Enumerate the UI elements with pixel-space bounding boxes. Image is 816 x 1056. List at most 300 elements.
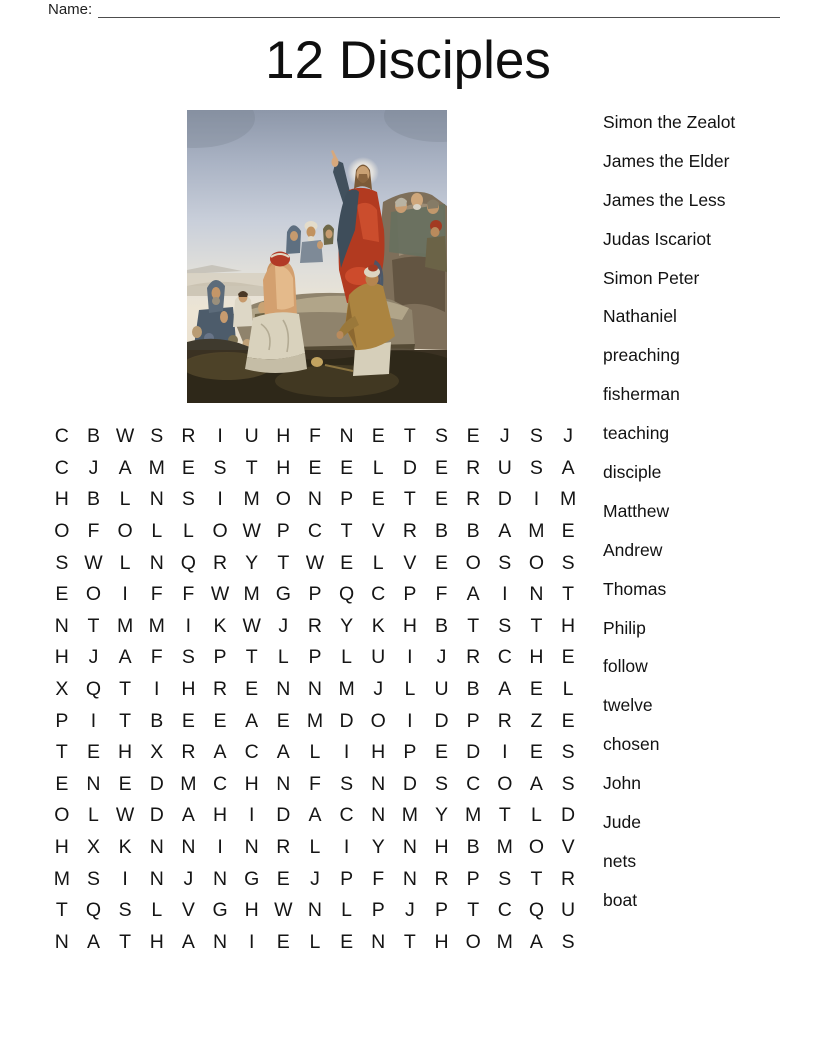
grid-cell: E bbox=[276, 867, 290, 890]
grid-cell: S bbox=[181, 488, 195, 511]
name-blank-line bbox=[98, 2, 780, 18]
grid-cell: T bbox=[403, 488, 416, 511]
grid-cell: S bbox=[498, 867, 512, 890]
grid-cell: O bbox=[370, 709, 386, 732]
grid-cell: W bbox=[305, 551, 325, 574]
grid-cell: A bbox=[498, 520, 512, 543]
grid-cell: P bbox=[403, 741, 417, 764]
grid-cell: R bbox=[212, 551, 228, 574]
grid-cell: A bbox=[118, 456, 132, 479]
grid-cell: E bbox=[435, 456, 449, 479]
grid-cell: A bbox=[529, 772, 543, 795]
grid-cell: M bbox=[243, 488, 260, 511]
word-list-item: follow bbox=[603, 656, 648, 677]
grid-cell: F bbox=[182, 583, 195, 606]
grid-cell: H bbox=[54, 836, 69, 859]
grid-cell: O bbox=[54, 804, 70, 827]
grid-cell: L bbox=[341, 899, 353, 922]
sermon-on-the-mount-painting bbox=[187, 110, 447, 403]
grid-cell: V bbox=[403, 551, 417, 574]
grid-cell: S bbox=[435, 425, 449, 448]
grid-cell: N bbox=[339, 425, 354, 448]
grid-cell: B bbox=[466, 836, 480, 859]
word-list-item: preaching bbox=[603, 345, 680, 366]
grid-cell: N bbox=[402, 867, 417, 890]
grid-cell: N bbox=[54, 614, 69, 637]
grid-cell: H bbox=[371, 741, 386, 764]
grid-cell: O bbox=[85, 583, 102, 606]
grid-cell: P bbox=[371, 899, 385, 922]
grid-cell: E bbox=[340, 930, 354, 953]
grid-cell: U bbox=[371, 646, 386, 669]
grid-cell: M bbox=[180, 772, 197, 795]
grid-cell: I bbox=[122, 867, 128, 890]
grid-cell: J bbox=[404, 899, 415, 922]
grid-cell: Q bbox=[85, 899, 102, 922]
word-list bbox=[603, 103, 803, 920]
grid-cell: R bbox=[307, 614, 322, 637]
grid-cell: E bbox=[55, 583, 69, 606]
grid-cell: S bbox=[561, 772, 575, 795]
grid-cell: Y bbox=[371, 836, 385, 859]
grid-cell: O bbox=[528, 836, 545, 859]
grid-cell: I bbox=[533, 488, 540, 511]
grid-cell: N bbox=[402, 836, 417, 859]
grid-cell: B bbox=[435, 520, 449, 543]
grid-cell: X bbox=[55, 678, 69, 701]
grid-cell: A bbox=[181, 930, 195, 953]
grid-cell: N bbox=[149, 867, 164, 890]
grid-cell: N bbox=[149, 488, 164, 511]
grid-cell: C bbox=[307, 520, 322, 543]
word-list-item: James the Less bbox=[603, 189, 726, 210]
grid-cell: N bbox=[149, 836, 164, 859]
grid-cell: T bbox=[87, 614, 100, 637]
grid-cell: L bbox=[341, 646, 353, 669]
grid-cell: R bbox=[466, 646, 481, 669]
grid-cell: I bbox=[407, 709, 413, 732]
grid-cell: R bbox=[466, 488, 481, 511]
grid-cell: I bbox=[248, 804, 255, 827]
word-list-item: chosen bbox=[603, 734, 660, 755]
grid-cell: E bbox=[529, 678, 543, 701]
grid-cell: N bbox=[212, 867, 228, 890]
grid-cell: P bbox=[340, 867, 354, 890]
grid-cell: U bbox=[244, 425, 259, 448]
grid-cell: N bbox=[244, 836, 259, 859]
grid-cell: Q bbox=[528, 899, 545, 922]
grid-cell: H bbox=[244, 899, 259, 922]
word-list-item: Judas Iscariot bbox=[603, 228, 711, 249]
grid-cell: W bbox=[115, 804, 135, 827]
grid-cell: D bbox=[561, 804, 576, 827]
grid-cell: L bbox=[309, 836, 321, 859]
grid-cell: I bbox=[217, 488, 223, 511]
grid-cell: F bbox=[87, 520, 100, 543]
word-list-item: James the Elder bbox=[603, 150, 730, 171]
grid-cell: A bbox=[118, 646, 132, 669]
grid-cell: R bbox=[181, 425, 196, 448]
grid-cell: J bbox=[183, 867, 194, 890]
grid-cell: O bbox=[465, 930, 481, 953]
word-list-item: twelve bbox=[603, 695, 653, 716]
word-list-item: teaching bbox=[603, 423, 670, 444]
grid-cell: T bbox=[403, 930, 416, 953]
word-list-item: Thomas bbox=[603, 578, 667, 599]
grid-cell: D bbox=[149, 804, 164, 827]
grid-cell: U bbox=[497, 456, 512, 479]
grid-cell: E bbox=[529, 741, 543, 764]
grid-cell: Y bbox=[340, 614, 354, 637]
grid-cell: T bbox=[119, 709, 132, 732]
grid-cell: H bbox=[118, 741, 133, 764]
grid-cell: N bbox=[276, 678, 291, 701]
grid-cell: N bbox=[212, 930, 228, 953]
grid-cell: S bbox=[435, 772, 449, 795]
grid-cell: E bbox=[276, 930, 290, 953]
grid-cell: O bbox=[465, 551, 481, 574]
grid-cell: M bbox=[116, 614, 134, 637]
grid-cell: M bbox=[338, 678, 355, 701]
grid-cell: E bbox=[245, 678, 259, 701]
grid-cell: W bbox=[242, 614, 261, 637]
grid-cell: F bbox=[150, 583, 163, 606]
grid-cell: H bbox=[54, 646, 69, 669]
grid-cell: K bbox=[118, 836, 132, 859]
grid-cell: S bbox=[561, 741, 575, 764]
grid-cell: H bbox=[276, 425, 291, 448]
grid-cell: G bbox=[244, 867, 260, 890]
grid-cell: P bbox=[435, 899, 449, 922]
grid-cell: F bbox=[435, 583, 448, 606]
grid-cell: S bbox=[561, 930, 575, 953]
word-list-item: disciple bbox=[603, 462, 662, 483]
grid-cell: E bbox=[561, 646, 575, 669]
grid-cell: T bbox=[467, 899, 480, 922]
grid-cell: A bbox=[213, 741, 227, 764]
grid-cell: R bbox=[434, 867, 449, 890]
grid-cell: E bbox=[55, 772, 69, 795]
word-list-item: boat bbox=[603, 889, 638, 910]
grid-cell: E bbox=[371, 425, 385, 448]
grid-cell: P bbox=[403, 583, 417, 606]
grid-cell: I bbox=[122, 583, 128, 606]
grid-cell: O bbox=[212, 520, 228, 543]
grid-cell: X bbox=[150, 741, 164, 764]
word-list-item: John bbox=[603, 773, 641, 794]
grid-cell: S bbox=[340, 772, 354, 795]
grid-cell: T bbox=[55, 741, 68, 764]
page-title: 12 Disciples bbox=[265, 31, 551, 90]
grid-cell: P bbox=[308, 583, 322, 606]
grid-cell: C bbox=[371, 583, 386, 606]
word-list-item: Nathaniel bbox=[603, 306, 677, 327]
grid-cell: P bbox=[276, 520, 290, 543]
grid-cell: L bbox=[404, 678, 416, 701]
grid-cell: L bbox=[151, 899, 163, 922]
grid-cell: R bbox=[212, 678, 228, 701]
grid-cell: A bbox=[245, 709, 259, 732]
grid-cell: K bbox=[213, 614, 227, 637]
name-row bbox=[48, 1, 780, 18]
grid-cell: L bbox=[531, 804, 542, 827]
grid-cell: H bbox=[212, 804, 228, 827]
grid-cell: J bbox=[310, 867, 320, 890]
grid-cell: W bbox=[274, 899, 293, 922]
grid-cell: L bbox=[88, 804, 99, 827]
grid-cell: Q bbox=[180, 551, 196, 574]
grid-cell: D bbox=[497, 488, 512, 511]
grid-cell: A bbox=[276, 741, 290, 764]
grid-cell: H bbox=[434, 836, 449, 859]
grid-cell: A bbox=[181, 804, 195, 827]
grid-cell: F bbox=[308, 772, 321, 795]
grid-cell: S bbox=[561, 551, 575, 574]
grid-cell: L bbox=[277, 646, 289, 669]
grid-cell: N bbox=[54, 930, 69, 953]
grid-cell: D bbox=[276, 804, 291, 827]
grid-cell: E bbox=[561, 520, 575, 543]
word-list-item: Philip bbox=[603, 617, 646, 638]
grid-cell: N bbox=[371, 772, 386, 795]
grid-cell: S bbox=[529, 456, 543, 479]
grid-cell: L bbox=[372, 456, 384, 479]
grid-cell: E bbox=[181, 709, 195, 732]
grid-cell: S bbox=[181, 646, 195, 669]
grid-cell: C bbox=[54, 425, 69, 448]
grid-cell: T bbox=[245, 456, 258, 479]
word-search-grid bbox=[46, 421, 584, 958]
grid-cell: B bbox=[86, 488, 100, 511]
grid-cell: C bbox=[244, 741, 259, 764]
grid-cell: S bbox=[498, 614, 512, 637]
grid-cell: N bbox=[371, 804, 386, 827]
grid-cell: H bbox=[561, 614, 576, 637]
grid-cell: S bbox=[150, 425, 164, 448]
grid-cell: W bbox=[210, 583, 230, 606]
grid-cell: M bbox=[243, 583, 260, 606]
grid-cell: E bbox=[435, 741, 449, 764]
grid-cell: Q bbox=[85, 678, 102, 701]
grid-cell: C bbox=[497, 646, 512, 669]
grid-cell: I bbox=[343, 741, 350, 764]
grid-cell: I bbox=[154, 678, 160, 701]
word-list-item: Matthew bbox=[603, 500, 670, 521]
grid-cell: C bbox=[339, 804, 354, 827]
grid-cell: L bbox=[372, 551, 384, 574]
grid-cell: E bbox=[181, 456, 195, 479]
grid-cell: M bbox=[559, 488, 577, 511]
grid-cell: I bbox=[217, 836, 223, 859]
grid-cell: J bbox=[88, 456, 99, 479]
grid-cell: E bbox=[213, 709, 227, 732]
grid-cell: H bbox=[149, 930, 164, 953]
grid-cell: I bbox=[185, 614, 192, 637]
grid-cell: X bbox=[86, 836, 100, 859]
grid-cell: P bbox=[466, 709, 480, 732]
grid-cell: R bbox=[466, 456, 481, 479]
grid-cell: J bbox=[563, 425, 573, 448]
grid-cell: Y bbox=[245, 551, 259, 574]
grid-cell: N bbox=[149, 551, 164, 574]
grid-cell: P bbox=[340, 488, 354, 511]
grid-cell: A bbox=[466, 583, 480, 606]
grid-cell: P bbox=[213, 646, 227, 669]
grid-cell: M bbox=[496, 930, 513, 953]
word-list-item: fisherman bbox=[603, 384, 680, 405]
grid-cell: L bbox=[309, 741, 321, 764]
grid-cell: D bbox=[402, 456, 417, 479]
grid-cell: Q bbox=[339, 583, 355, 606]
grid-cell: F bbox=[150, 646, 163, 669]
grid-cell: A bbox=[498, 678, 512, 701]
grid-cell: I bbox=[502, 741, 508, 764]
grid-cell: T bbox=[245, 646, 258, 669]
grid-cell: H bbox=[402, 614, 417, 637]
word-list-item: Simon the Zealot bbox=[603, 112, 736, 132]
grid-cell: N bbox=[529, 583, 544, 606]
grid-cell: U bbox=[434, 678, 449, 701]
grid-cell: A bbox=[308, 804, 322, 827]
grid-cell: K bbox=[371, 614, 385, 637]
grid-cell: E bbox=[86, 741, 100, 764]
grid-cell: E bbox=[340, 456, 354, 479]
grid-cell: N bbox=[181, 836, 196, 859]
grid-cell: V bbox=[561, 836, 575, 859]
grid-cell: S bbox=[55, 551, 69, 574]
grid-cell: W bbox=[115, 425, 135, 448]
grid-cell: E bbox=[276, 709, 290, 732]
grid-cell: L bbox=[309, 930, 321, 953]
grid-cell: A bbox=[529, 930, 543, 953]
grid-cell: T bbox=[119, 678, 132, 701]
grid-cell: E bbox=[466, 425, 480, 448]
grid-cell: M bbox=[528, 520, 545, 543]
grid-cell: R bbox=[561, 867, 576, 890]
grid-cell: P bbox=[308, 646, 322, 669]
grid-cell: T bbox=[467, 614, 480, 637]
grid-cell: H bbox=[529, 646, 544, 669]
grid-cell: E bbox=[561, 709, 575, 732]
grid-cell: O bbox=[497, 772, 513, 795]
grid-cell: N bbox=[307, 678, 322, 701]
grid-cell: R bbox=[402, 520, 417, 543]
grid-cell: D bbox=[402, 772, 417, 795]
grid-cell: F bbox=[372, 867, 385, 890]
grid-cell: P bbox=[466, 867, 480, 890]
grid-cell: W bbox=[84, 551, 103, 574]
grid-cell: I bbox=[502, 583, 508, 606]
grid-cell: L bbox=[182, 520, 194, 543]
grid-cell: E bbox=[340, 551, 354, 574]
grid-cell: T bbox=[498, 804, 511, 827]
grid-cell: M bbox=[306, 709, 324, 732]
grid-cell: J bbox=[436, 646, 447, 669]
grid-cell: I bbox=[217, 425, 223, 448]
grid-cell: R bbox=[276, 836, 291, 859]
grid-cell: G bbox=[275, 583, 291, 606]
grid-cell: I bbox=[343, 836, 350, 859]
grid-cell: R bbox=[181, 741, 196, 764]
grid-cell: D bbox=[434, 709, 449, 732]
grid-cell: D bbox=[149, 772, 164, 795]
grid-cell: N bbox=[307, 899, 322, 922]
grid-cell: S bbox=[118, 899, 132, 922]
grid-cell: Y bbox=[435, 804, 449, 827]
grid-cell: D bbox=[339, 709, 354, 732]
grid-cell: N bbox=[276, 772, 291, 795]
grid-cell: L bbox=[119, 488, 131, 511]
grid-cell: S bbox=[498, 551, 512, 574]
grid-cell: L bbox=[151, 520, 163, 543]
grid-cell: M bbox=[465, 804, 482, 827]
word-list-item: Jude bbox=[603, 812, 641, 833]
grid-cell: H bbox=[181, 678, 196, 701]
grid-cell: D bbox=[466, 741, 481, 764]
grid-cell: A bbox=[86, 930, 100, 953]
grid-cell: I bbox=[248, 930, 255, 953]
grid-cell: T bbox=[403, 425, 416, 448]
grid-cell: T bbox=[55, 899, 68, 922]
grid-cell: C bbox=[497, 899, 512, 922]
grid-cell: O bbox=[275, 488, 291, 511]
grid-cell: U bbox=[561, 899, 576, 922]
grid-cell: E bbox=[308, 456, 322, 479]
grid-cell: V bbox=[181, 899, 195, 922]
grid-cell: B bbox=[150, 709, 164, 732]
grid-cell: Z bbox=[530, 709, 543, 732]
grid-cell: J bbox=[88, 646, 99, 669]
grid-cell: M bbox=[148, 456, 165, 479]
name-label: Name: bbox=[48, 1, 93, 18]
grid-cell: T bbox=[530, 867, 543, 890]
word-list-item: nets bbox=[603, 850, 637, 871]
grid-cell: J bbox=[373, 678, 384, 701]
grid-cell: O bbox=[117, 520, 133, 543]
grid-cell: J bbox=[278, 614, 289, 637]
grid-cell: T bbox=[562, 583, 575, 606]
grid-cell: H bbox=[244, 772, 259, 795]
grid-cell: E bbox=[435, 488, 449, 511]
grid-cell: O bbox=[54, 520, 70, 543]
grid-cell: B bbox=[466, 678, 480, 701]
grid-cell: H bbox=[54, 488, 69, 511]
word-list-item: Andrew bbox=[603, 539, 663, 560]
grid-cell: J bbox=[499, 425, 510, 448]
grid-cell: W bbox=[242, 520, 261, 543]
grid-cell: G bbox=[212, 899, 228, 922]
grid-cell: T bbox=[119, 930, 132, 953]
grid-cell: M bbox=[496, 836, 513, 859]
word-list-item: Simon Peter bbox=[603, 267, 700, 288]
grid-cell: C bbox=[466, 772, 481, 795]
grid-cell: I bbox=[90, 709, 97, 732]
grid-cell: M bbox=[401, 804, 418, 827]
grid-cell: N bbox=[371, 930, 386, 953]
grid-cell: L bbox=[119, 551, 131, 574]
grid-cell: H bbox=[434, 930, 449, 953]
grid-cell: S bbox=[86, 867, 100, 890]
grid-cell: M bbox=[148, 614, 165, 637]
grid-cell: A bbox=[561, 456, 575, 479]
grid-cell: V bbox=[371, 520, 385, 543]
grid-cell: E bbox=[118, 772, 132, 795]
grid-cell: N bbox=[307, 488, 322, 511]
grid-cell: C bbox=[212, 772, 228, 795]
grid-cell: M bbox=[53, 867, 70, 890]
grid-cell: C bbox=[54, 456, 69, 479]
grid-cell: B bbox=[86, 425, 100, 448]
